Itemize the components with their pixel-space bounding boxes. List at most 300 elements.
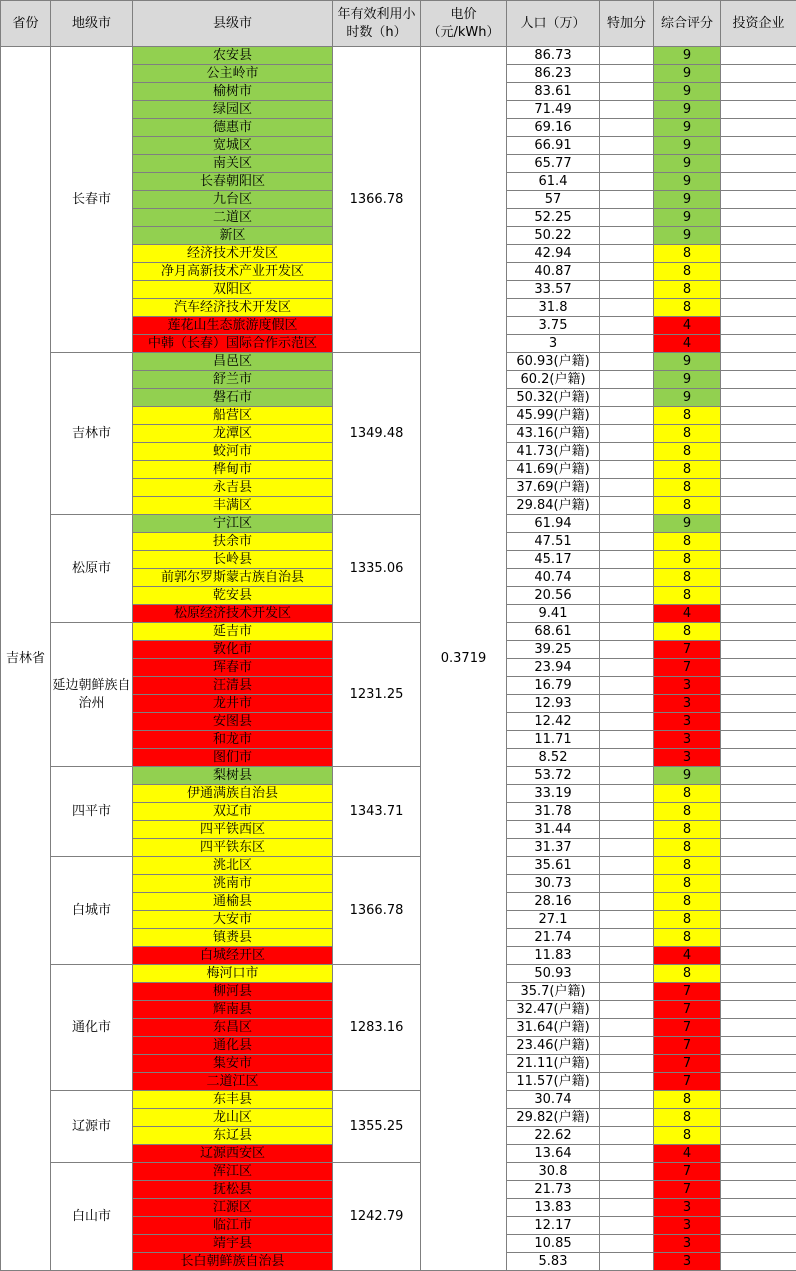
bonus-cell — [600, 1127, 654, 1145]
county-cell: 双辽市 — [133, 803, 333, 821]
bonus-cell — [600, 1073, 654, 1091]
score-cell: 3 — [654, 1217, 721, 1235]
population-cell: 29.84(户籍) — [507, 497, 600, 515]
score-cell: 8 — [654, 281, 721, 299]
score-cell: 9 — [654, 137, 721, 155]
county-cell: 汪清县 — [133, 677, 333, 695]
county-cell: 东辽县 — [133, 1127, 333, 1145]
investor-cell — [721, 1055, 796, 1073]
bonus-cell — [600, 1217, 654, 1235]
population-cell: 23.46(户籍) — [507, 1037, 600, 1055]
investor-cell — [721, 479, 796, 497]
score-cell: 9 — [654, 155, 721, 173]
population-cell: 28.16 — [507, 893, 600, 911]
population-cell: 23.94 — [507, 659, 600, 677]
population-cell: 41.73(户籍) — [507, 443, 600, 461]
header-score: 综合评分 — [654, 1, 721, 47]
bonus-cell — [600, 551, 654, 569]
table-row — [1, 47, 796, 65]
score-cell: 3 — [654, 695, 721, 713]
bonus-cell — [600, 605, 654, 623]
population-cell: 5.83 — [507, 1253, 600, 1271]
prefecture-cell: 长春市 — [51, 47, 133, 353]
investor-cell — [721, 173, 796, 191]
bonus-cell — [600, 407, 654, 425]
bonus-cell — [600, 1001, 654, 1019]
bonus-cell — [600, 1037, 654, 1055]
investor-cell — [721, 929, 796, 947]
population-cell: 8.52 — [507, 749, 600, 767]
bonus-cell — [600, 245, 654, 263]
county-cell: 白城经开区 — [133, 947, 333, 965]
score-cell: 8 — [654, 623, 721, 641]
bonus-cell — [600, 785, 654, 803]
county-cell: 镇赉县 — [133, 929, 333, 947]
bonus-cell — [600, 155, 654, 173]
county-cell: 靖宇县 — [133, 1235, 333, 1253]
investor-cell — [721, 425, 796, 443]
score-cell: 9 — [654, 119, 721, 137]
population-cell: 47.51 — [507, 533, 600, 551]
county-cell: 农安县 — [133, 47, 333, 65]
bonus-cell — [600, 353, 654, 371]
header-bonus: 特加分 — [600, 1, 654, 47]
investor-cell — [721, 1019, 796, 1037]
investor-cell — [721, 569, 796, 587]
bonus-cell — [600, 731, 654, 749]
county-cell: 通化县 — [133, 1037, 333, 1055]
score-cell: 8 — [654, 443, 721, 461]
score-cell: 8 — [654, 875, 721, 893]
prefecture-cell: 吉林市 — [51, 353, 133, 515]
prefecture-cell: 四平市 — [51, 767, 133, 857]
county-cell: 伊通满族自治县 — [133, 785, 333, 803]
investor-cell — [721, 587, 796, 605]
header-investor: 投资企业 — [721, 1, 796, 47]
investor-cell — [721, 1145, 796, 1163]
score-cell: 8 — [654, 803, 721, 821]
investor-cell — [721, 371, 796, 389]
population-cell: 20.56 — [507, 587, 600, 605]
bonus-cell — [600, 893, 654, 911]
score-cell: 9 — [654, 515, 721, 533]
bonus-cell — [600, 299, 654, 317]
population-cell: 33.19 — [507, 785, 600, 803]
population-cell: 27.1 — [507, 911, 600, 929]
score-cell: 3 — [654, 1253, 721, 1271]
investor-cell — [721, 965, 796, 983]
bonus-cell — [600, 263, 654, 281]
score-cell: 8 — [654, 425, 721, 443]
score-cell: 8 — [654, 299, 721, 317]
bonus-cell — [600, 191, 654, 209]
score-cell: 9 — [654, 767, 721, 785]
score-cell: 8 — [654, 839, 721, 857]
population-cell: 33.57 — [507, 281, 600, 299]
score-cell: 7 — [654, 1055, 721, 1073]
county-cell: 辉南县 — [133, 1001, 333, 1019]
county-cell: 汽车经济技术开发区 — [133, 299, 333, 317]
bonus-cell — [600, 965, 654, 983]
score-cell: 7 — [654, 1163, 721, 1181]
population-cell: 57 — [507, 191, 600, 209]
population-cell: 21.11(户籍) — [507, 1055, 600, 1073]
population-cell: 50.32(户籍) — [507, 389, 600, 407]
investor-cell — [721, 353, 796, 371]
score-cell: 8 — [654, 929, 721, 947]
investor-cell — [721, 209, 796, 227]
population-cell: 41.69(户籍) — [507, 461, 600, 479]
population-cell: 30.8 — [507, 1163, 600, 1181]
county-cell: 集安市 — [133, 1055, 333, 1073]
population-cell: 12.42 — [507, 713, 600, 731]
population-cell: 21.74 — [507, 929, 600, 947]
score-cell: 8 — [654, 245, 721, 263]
score-cell: 9 — [654, 47, 721, 65]
header-row — [1, 1, 796, 47]
bonus-cell — [600, 983, 654, 1001]
bonus-cell — [600, 479, 654, 497]
county-cell: 九台区 — [133, 191, 333, 209]
county-cell: 龙潭区 — [133, 425, 333, 443]
score-cell: 8 — [654, 263, 721, 281]
investor-cell — [721, 875, 796, 893]
population-cell: 11.71 — [507, 731, 600, 749]
population-cell: 31.78 — [507, 803, 600, 821]
population-cell: 40.74 — [507, 569, 600, 587]
score-cell: 7 — [654, 1037, 721, 1055]
investor-cell — [721, 947, 796, 965]
table-row — [1, 965, 796, 983]
population-cell: 13.64 — [507, 1145, 600, 1163]
investor-cell — [721, 821, 796, 839]
county-cell: 桦甸市 — [133, 461, 333, 479]
bonus-cell — [600, 1019, 654, 1037]
score-cell: 8 — [654, 497, 721, 515]
score-cell: 8 — [654, 1127, 721, 1145]
population-cell: 45.99(户籍) — [507, 407, 600, 425]
population-cell: 65.77 — [507, 155, 600, 173]
population-cell: 10.85 — [507, 1235, 600, 1253]
header-province: 省份 — [1, 1, 51, 47]
investor-cell — [721, 191, 796, 209]
county-cell: 长岭县 — [133, 551, 333, 569]
table-body — [1, 47, 796, 1271]
investor-cell — [721, 101, 796, 119]
county-cell: 柳河县 — [133, 983, 333, 1001]
population-cell: 66.91 — [507, 137, 600, 155]
county-cell: 浑江区 — [133, 1163, 333, 1181]
investor-cell — [721, 677, 796, 695]
population-cell: 13.83 — [507, 1199, 600, 1217]
population-cell: 30.73 — [507, 875, 600, 893]
county-cell: 辽源西安区 — [133, 1145, 333, 1163]
county-cell: 梅河口市 — [133, 965, 333, 983]
population-cell: 39.25 — [507, 641, 600, 659]
price-cell: 0.3719 — [421, 47, 507, 1271]
county-cell: 榆树市 — [133, 83, 333, 101]
population-cell: 60.2(户籍) — [507, 371, 600, 389]
table-row — [1, 623, 796, 641]
score-cell: 8 — [654, 461, 721, 479]
bonus-cell — [600, 1235, 654, 1253]
score-cell: 7 — [654, 1019, 721, 1037]
population-cell: 35.61 — [507, 857, 600, 875]
bonus-cell — [600, 227, 654, 245]
county-cell: 通榆县 — [133, 893, 333, 911]
investor-cell — [721, 1181, 796, 1199]
investor-cell — [721, 623, 796, 641]
investor-cell — [721, 83, 796, 101]
county-cell: 四平铁东区 — [133, 839, 333, 857]
investor-cell — [721, 119, 796, 137]
investor-cell — [721, 65, 796, 83]
bonus-cell — [600, 425, 654, 443]
score-cell: 9 — [654, 173, 721, 191]
county-cell: 东丰县 — [133, 1091, 333, 1109]
population-cell: 31.37 — [507, 839, 600, 857]
bonus-cell — [600, 767, 654, 785]
county-cell: 昌邑区 — [133, 353, 333, 371]
score-cell: 7 — [654, 983, 721, 1001]
investor-cell — [721, 713, 796, 731]
bonus-cell — [600, 1145, 654, 1163]
investor-cell — [721, 1109, 796, 1127]
bonus-cell — [600, 839, 654, 857]
bonus-cell — [600, 641, 654, 659]
population-cell: 11.83 — [507, 947, 600, 965]
county-cell: 宁江区 — [133, 515, 333, 533]
bonus-cell — [600, 749, 654, 767]
population-cell: 31.8 — [507, 299, 600, 317]
county-cell: 前郭尔罗斯蒙古族自治县 — [133, 569, 333, 587]
county-cell: 经济技术开发区 — [133, 245, 333, 263]
county-cell: 二道江区 — [133, 1073, 333, 1091]
header-population: 人口（万） — [507, 1, 600, 47]
investor-cell — [721, 695, 796, 713]
hours-cell: 1242.79 — [333, 1163, 421, 1271]
investor-cell — [721, 983, 796, 1001]
bonus-cell — [600, 677, 654, 695]
county-cell: 南关区 — [133, 155, 333, 173]
score-cell: 8 — [654, 533, 721, 551]
score-cell: 4 — [654, 605, 721, 623]
investor-cell — [721, 497, 796, 515]
score-cell: 9 — [654, 209, 721, 227]
table-row — [1, 767, 796, 785]
population-cell: 86.23 — [507, 65, 600, 83]
investor-cell — [721, 893, 796, 911]
score-cell: 7 — [654, 1001, 721, 1019]
county-cell: 安图县 — [133, 713, 333, 731]
county-cell: 松原经济技术开发区 — [133, 605, 333, 623]
header-price: 电价（元/kWh） — [421, 1, 507, 47]
population-cell: 31.64(户籍) — [507, 1019, 600, 1037]
county-cell: 龙井市 — [133, 695, 333, 713]
score-cell: 8 — [654, 893, 721, 911]
investor-cell — [721, 1217, 796, 1235]
bonus-cell — [600, 623, 654, 641]
score-cell: 8 — [654, 911, 721, 929]
investor-cell — [721, 911, 796, 929]
investor-cell — [721, 515, 796, 533]
population-cell: 68.61 — [507, 623, 600, 641]
bonus-cell — [600, 929, 654, 947]
bonus-cell — [600, 875, 654, 893]
score-cell: 8 — [654, 551, 721, 569]
county-cell: 磐石市 — [133, 389, 333, 407]
investor-cell — [721, 731, 796, 749]
bonus-cell — [600, 281, 654, 299]
investor-cell — [721, 1163, 796, 1181]
bonus-cell — [600, 515, 654, 533]
hours-cell: 1231.25 — [333, 623, 421, 767]
bonus-cell — [600, 173, 654, 191]
score-cell: 8 — [654, 479, 721, 497]
bonus-cell — [600, 461, 654, 479]
county-cell: 敦化市 — [133, 641, 333, 659]
county-cell: 洮南市 — [133, 875, 333, 893]
investor-cell — [721, 749, 796, 767]
investor-cell — [721, 605, 796, 623]
population-cell: 12.17 — [507, 1217, 600, 1235]
county-cell: 双阳区 — [133, 281, 333, 299]
bonus-cell — [600, 713, 654, 731]
investor-cell — [721, 785, 796, 803]
county-cell: 四平铁西区 — [133, 821, 333, 839]
population-cell: 9.41 — [507, 605, 600, 623]
county-cell: 新区 — [133, 227, 333, 245]
bonus-cell — [600, 587, 654, 605]
score-cell: 3 — [654, 713, 721, 731]
bonus-cell — [600, 497, 654, 515]
score-cell: 3 — [654, 749, 721, 767]
table-row — [1, 515, 796, 533]
investor-cell — [721, 137, 796, 155]
bonus-cell — [600, 317, 654, 335]
investor-cell — [721, 407, 796, 425]
county-cell: 莲花山生态旅游度假区 — [133, 317, 333, 335]
population-cell: 31.44 — [507, 821, 600, 839]
county-cell: 净月高新技术产业开发区 — [133, 263, 333, 281]
county-cell: 扶余市 — [133, 533, 333, 551]
county-cell: 德惠市 — [133, 119, 333, 137]
county-cell: 龙山区 — [133, 1109, 333, 1127]
bonus-cell — [600, 947, 654, 965]
prefecture-cell: 松原市 — [51, 515, 133, 623]
population-cell: 83.61 — [507, 83, 600, 101]
bonus-cell — [600, 1199, 654, 1217]
score-cell: 3 — [654, 731, 721, 749]
population-cell: 22.62 — [507, 1127, 600, 1145]
investor-cell — [721, 839, 796, 857]
bonus-cell — [600, 821, 654, 839]
county-cell: 长白朝鲜族自治县 — [133, 1253, 333, 1271]
score-cell: 9 — [654, 227, 721, 245]
county-cell: 永吉县 — [133, 479, 333, 497]
population-cell: 3 — [507, 335, 600, 353]
population-cell: 11.57(户籍) — [507, 1073, 600, 1091]
score-cell: 4 — [654, 317, 721, 335]
investor-cell — [721, 1127, 796, 1145]
investor-cell — [721, 1235, 796, 1253]
county-cell: 延吉市 — [133, 623, 333, 641]
prefecture-cell: 延边朝鲜族自治州 — [51, 623, 133, 767]
population-cell: 86.73 — [507, 47, 600, 65]
population-cell: 53.72 — [507, 767, 600, 785]
county-cell: 绿园区 — [133, 101, 333, 119]
prefecture-cell: 白城市 — [51, 857, 133, 965]
hours-cell: 1349.48 — [333, 353, 421, 515]
investor-cell — [721, 1037, 796, 1055]
score-cell: 3 — [654, 677, 721, 695]
score-cell: 8 — [654, 821, 721, 839]
population-cell: 35.7(户籍) — [507, 983, 600, 1001]
investor-cell — [721, 299, 796, 317]
population-cell: 3.75 — [507, 317, 600, 335]
investor-cell — [721, 461, 796, 479]
hours-cell: 1343.71 — [333, 767, 421, 857]
prefecture-cell: 通化市 — [51, 965, 133, 1091]
bonus-cell — [600, 569, 654, 587]
investor-cell — [721, 443, 796, 461]
bonus-cell — [600, 335, 654, 353]
table-row — [1, 353, 796, 371]
population-cell: 21.73 — [507, 1181, 600, 1199]
bonus-cell — [600, 1181, 654, 1199]
score-cell: 3 — [654, 1235, 721, 1253]
bonus-cell — [600, 1163, 654, 1181]
score-cell: 7 — [654, 1073, 721, 1091]
prefecture-cell: 白山市 — [51, 1163, 133, 1271]
county-cell: 图们市 — [133, 749, 333, 767]
county-cell: 宽城区 — [133, 137, 333, 155]
score-cell: 9 — [654, 83, 721, 101]
population-cell: 40.87 — [507, 263, 600, 281]
header-hours: 年有效利用小时数（h） — [333, 1, 421, 47]
county-cell: 中韩（长春）国际合作示范区 — [133, 335, 333, 353]
population-cell: 50.22 — [507, 227, 600, 245]
investor-cell — [721, 155, 796, 173]
county-cell: 梨树县 — [133, 767, 333, 785]
investor-cell — [721, 641, 796, 659]
province-cell: 吉林省 — [1, 47, 51, 1271]
bonus-cell — [600, 695, 654, 713]
population-cell: 61.94 — [507, 515, 600, 533]
investor-cell — [721, 1199, 796, 1217]
population-cell: 45.17 — [507, 551, 600, 569]
county-cell: 临江市 — [133, 1217, 333, 1235]
investor-cell — [721, 1091, 796, 1109]
county-cell: 二道区 — [133, 209, 333, 227]
population-cell: 69.16 — [507, 119, 600, 137]
county-cell: 东昌区 — [133, 1019, 333, 1037]
county-cell: 丰满区 — [133, 497, 333, 515]
population-cell: 29.82(户籍) — [507, 1109, 600, 1127]
score-cell: 8 — [654, 857, 721, 875]
county-cell: 船营区 — [133, 407, 333, 425]
bonus-cell — [600, 119, 654, 137]
population-cell: 30.74 — [507, 1091, 600, 1109]
score-cell: 9 — [654, 389, 721, 407]
population-cell: 71.49 — [507, 101, 600, 119]
score-cell: 9 — [654, 101, 721, 119]
county-cell: 舒兰市 — [133, 371, 333, 389]
investor-cell — [721, 317, 796, 335]
county-cell: 蛟河市 — [133, 443, 333, 461]
score-cell: 8 — [654, 407, 721, 425]
investor-cell — [721, 1073, 796, 1091]
